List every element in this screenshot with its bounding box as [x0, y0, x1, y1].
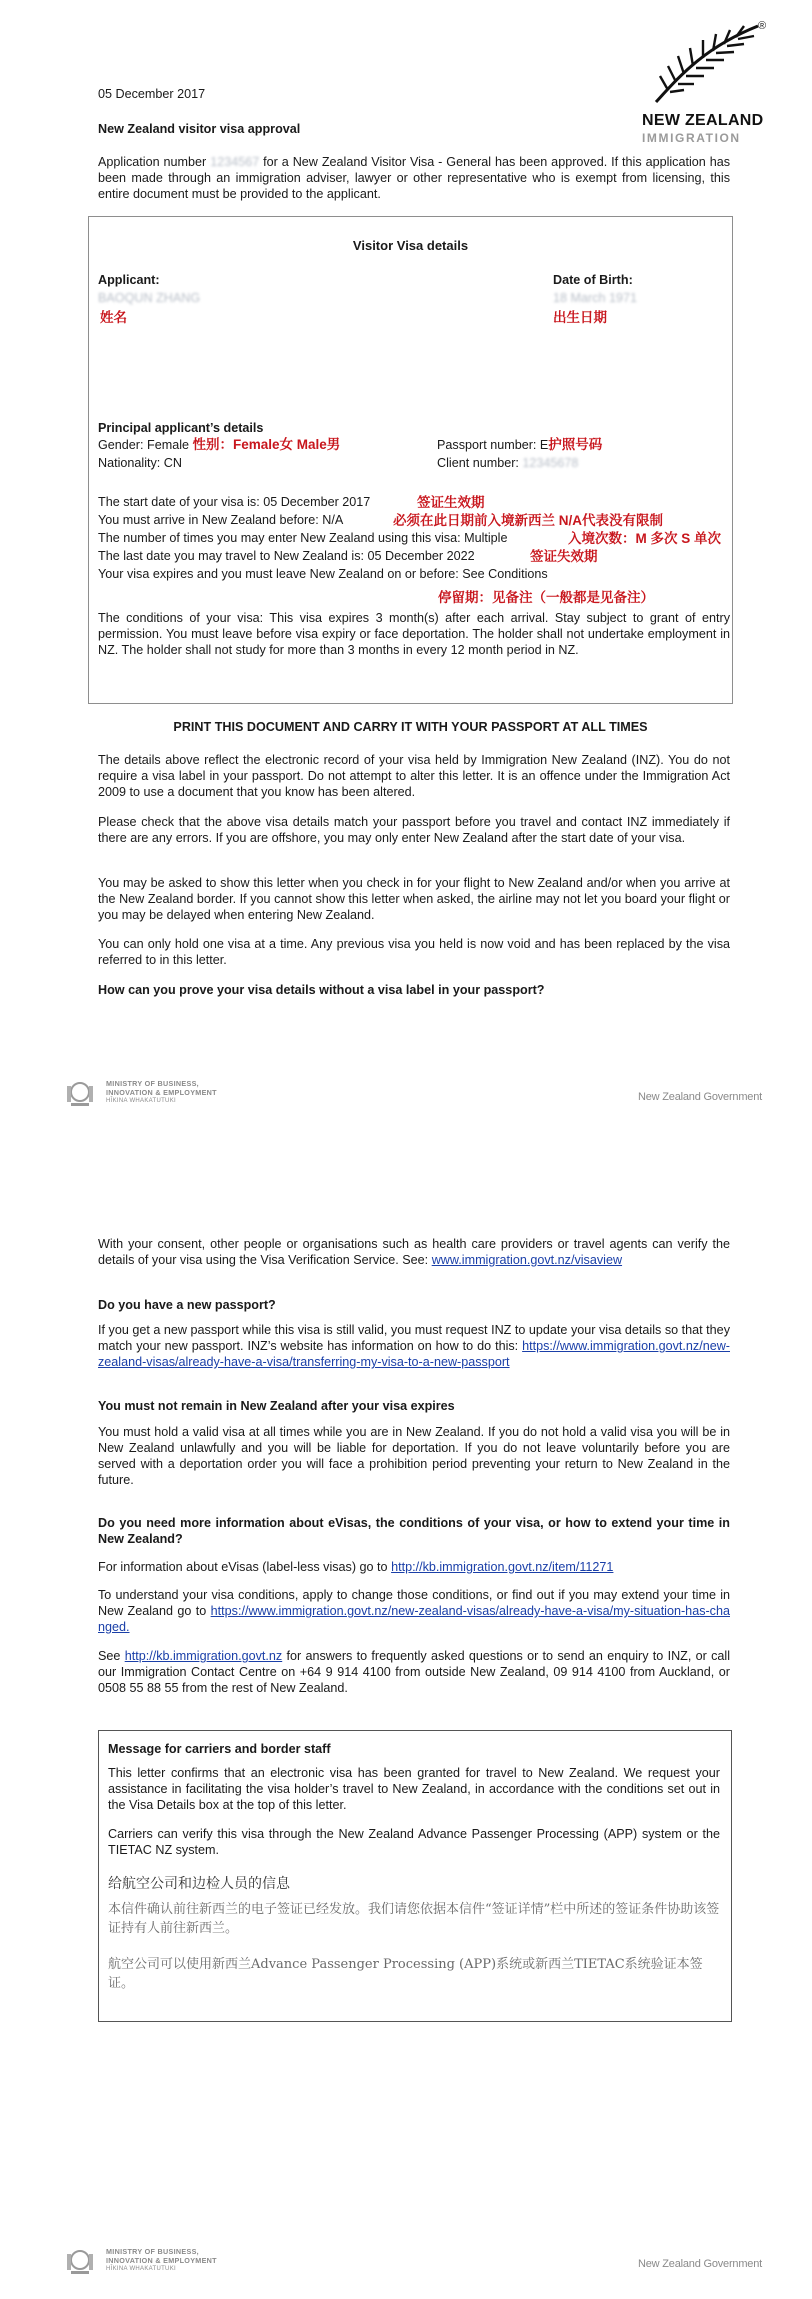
dob-redacted: 18 March 1971: [553, 291, 638, 305]
dob-label: Date of Birth:: [553, 273, 633, 287]
contact-paragraph: See http://kb.immigration.govt.nz for answers to frequently asked questions or to send an enquiry to INZ, or call our Immigration Contact Centre on +64 9 914 4100 from outside New Zealand, 09 914 4100 from Auckland, or 0508 55 88 55 from the rest of New Zealand.: [98, 1649, 731, 1695]
letter-date: 05 December 2017: [98, 87, 206, 101]
ministry-footer-2: [62, 2246, 217, 2276]
logo-line-1: NEW ZEALAND: [642, 112, 764, 129]
gender-line: Gender: Female 性别：Female女 Male男: [98, 437, 341, 452]
nationality-line: Nationality: CN: [98, 456, 182, 470]
question-more-info: Do you need more information about eVisas, the conditions of your visa, or how to extend your time in New Zealand?: [98, 1516, 730, 1546]
visaview-link[interactable]: www.immigration.govt.nz/visaview: [431, 1253, 623, 1267]
carriers-cn-paragraph-2: 航空公司可以使用新西兰Advance Passenger Processing (APP)系统或新西兰TIETAC系统验证本签证。: [108, 1957, 703, 1991]
situation-changed-link[interactable]: https://www.immigration.govt.nz/new-zealand-visas/already-have-a-visa/my-situation-has-changed.: [98, 1604, 730, 1634]
question-remain: You must not remain in New Zealand after your visa expires: [98, 1399, 455, 1413]
arrive-line: You must arrive in New Zealand before: N/A: [98, 513, 344, 527]
evisa-link[interactable]: http://kb.immigration.govt.nz/item/11271: [391, 1560, 614, 1574]
client-number-redacted: 12345678: [522, 456, 579, 470]
print-notice: PRINT THIS DOCUMENT AND CARRY IT WITH YOUR PASSPORT AT ALL TIMES: [173, 720, 648, 734]
entries-note: 入境次数：M 多次 S 单次: [568, 531, 722, 546]
carriers-paragraph-1: This letter confirms that an electronic visa has been granted for travel to New Zealand. We request your assistance in facilitating the visa holder’s travel to New Zealand, in accordance with the conditions set out in the Visa Details box at the top of this letter.: [108, 1766, 720, 1812]
applicant-label: Applicant:: [98, 273, 160, 287]
question-prove: How can you prove your visa details without a visa label in your passport?: [98, 983, 545, 997]
question-new-passport: Do you have a new passport?: [98, 1298, 276, 1312]
ministry-line-2: INNOVATION & EMPLOYMENT: [106, 1087, 217, 1097]
consent-paragraph: With your consent, other people or organisations such as health care providers or travel agents can verify the details of your visa using the Visa Verification Service. See: www.immigration.govt.nz/visaview: [98, 1237, 730, 1267]
leave-line: Your visa expires and you must leave New Zealand on or before: See Conditions: [98, 567, 548, 581]
applicant-name-redacted: BAOQUN ZHANG: [98, 291, 201, 305]
applicant-note: 姓名: [100, 310, 127, 325]
logo-line-2: IMMIGRATION: [642, 131, 741, 145]
paragraph-one-visa: You can only hold one visa at a time. Any previous visa you held is now void and has been replaced by the visa referred to in this letter.: [98, 937, 730, 967]
nz-government-wordmark: New Zealand Government: [638, 1091, 762, 1103]
ministry-line-3-b: HĪKINA WHAKATUTUKI: [106, 2266, 176, 2273]
visa-conditions: The conditions of your visa: This visa expires 3 month(s) after each arrival. Stay subject to grant of entry permission. You must leave before visa expiry or face deportation. The holder shall not undertake employment in NZ. The holder shall not study for more than 3 months in every 12 month period in NZ.: [98, 611, 730, 657]
letter-heading: New Zealand visitor visa approval: [98, 122, 301, 136]
passport-note: 护照号码: [548, 437, 603, 452]
ministry-footer: [62, 1078, 217, 1108]
kb-link[interactable]: http://kb.immigration.govt.nz: [124, 1649, 283, 1663]
client-line: Client number: 12345678: [437, 456, 579, 470]
last-travel-line: The last date you may travel to New Zealand is: 05 December 2022: [98, 549, 475, 563]
start-date-note: 签证生效期: [417, 495, 485, 510]
entries-line: The number of times you may enter New Zealand using this visa: Multiple: [98, 531, 508, 545]
paragraph-check: Please check that the above visa details match your passport before you travel and contact INZ immediately if there are any errors. If you are offshore, you may only enter New Zealand after the start date of your visa.: [98, 815, 730, 845]
nz-immigration-logo: [636, 18, 776, 148]
registered-mark: ®: [758, 20, 767, 32]
paragraph-show: You may be asked to show this letter when you check in for your flight to New Zealand and/or when you arrive at the New Zealand border. If you cannot show this letter when asked, the airline may not let you board your flight or you may be delayed when entering New Zealand.: [98, 876, 730, 922]
carriers-cn-title: 给航空公司和边检人员的信息: [108, 1876, 290, 1892]
carriers-paragraph-2: Carriers can verify this visa through the New Zealand Advance Passenger Processing (APP) system or the TIETAC NZ system.: [108, 1827, 720, 1857]
nz-crest-icon: [62, 1078, 98, 1108]
arrive-note: 必须在此日期前入境新西兰 N/A代表没有限制: [393, 513, 663, 528]
last-travel-note: 签证失效期: [530, 549, 598, 564]
paragraph-record: The details above reflect the electronic record of your visa held by Immigration New Zealand (INZ). You do not require a visa label in your passport. Do not attempt to alter this letter. It is an offence under the Immigration Act 2009 to use a document that you know has been altered.: [98, 753, 730, 799]
silver-fern-icon: [648, 18, 768, 108]
gender-note: 性别：Female女 Male男: [192, 437, 341, 452]
dob-note: 出生日期: [553, 310, 607, 325]
transfer-visa-link[interactable]: https://www.immigration.govt.nz/new-zealand-visas/already-have-a-visa/transferring-my-visa-to-a-new-passport: [98, 1339, 730, 1369]
ministry-line-3: HĪKINA WHAKATUTUKI: [106, 1098, 176, 1105]
ministry-line-2-b: INNOVATION & EMPLOYMENT: [106, 2255, 217, 2265]
start-date-line: The start date of your visa is: 05 December 2017: [98, 495, 371, 509]
ministry-line-1-b: MINISTRY OF BUSINESS,: [106, 2247, 199, 2257]
remain-paragraph: You must hold a valid visa at all times while you are in New Zealand. If you do not hold a valid visa you will be in New Zealand unlawfully and you will be liable for deportation. If you do not leave voluntarily before you are served with a deportation order you will face a prohibition period preventing your return to New Zealand in the future.: [98, 1425, 730, 1487]
carriers-cn-paragraph-1: 本信件确认前往新西兰的电子签证已经发放。我们请您依据本信件“签证详情”栏中所述的签证条件协助该签证持有人前往新西兰。: [108, 1902, 720, 1936]
principal-label: Principal applicant’s details: [98, 421, 264, 435]
nz-government-wordmark-2: New Zealand Government: [638, 2258, 762, 2270]
intro-paragraph: Application number 1234567 for a New Zealand Visitor Visa - General has been approved. If this application has been made through an immigration adviser, lawyer or other representative who is exempt from licensing, this entire document must be provided to the applicant.: [98, 155, 731, 201]
new-passport-paragraph: If you get a new passport while this visa is still valid, you must request INZ to update your visa details so that they match your new passport. INZ’s website has information on how to do this: https://www.immigration.govt.nz/new-zealand-visas/already-have-a-visa/transferring-my-visa-to-a-new-passport: [98, 1323, 730, 1369]
conditions-paragraph: To understand your visa conditions, apply to change those conditions, or find out if you may extend your time in New Zealand go to https://www.immigration.govt.nz/new-zealand-visas/already-have-a-visa/my-situation-has-changed.: [98, 1588, 730, 1634]
evisa-line: For information about eVisas (label-less visas) go to http://kb.immigration.govt.nz/item/11271: [98, 1560, 614, 1574]
nz-crest-icon-2: [62, 2246, 98, 2276]
carriers-title: Message for carriers and border staff: [108, 1742, 331, 1756]
ministry-line-1: MINISTRY OF BUSINESS,: [106, 1079, 199, 1089]
passport-line: Passport number: E护照号码: [437, 437, 603, 452]
visa-box-title: Visitor Visa details: [352, 238, 469, 253]
application-number-redacted: 1234567: [210, 155, 260, 169]
leave-note: 停留期：见备注（一般都是见备注）: [438, 590, 654, 605]
